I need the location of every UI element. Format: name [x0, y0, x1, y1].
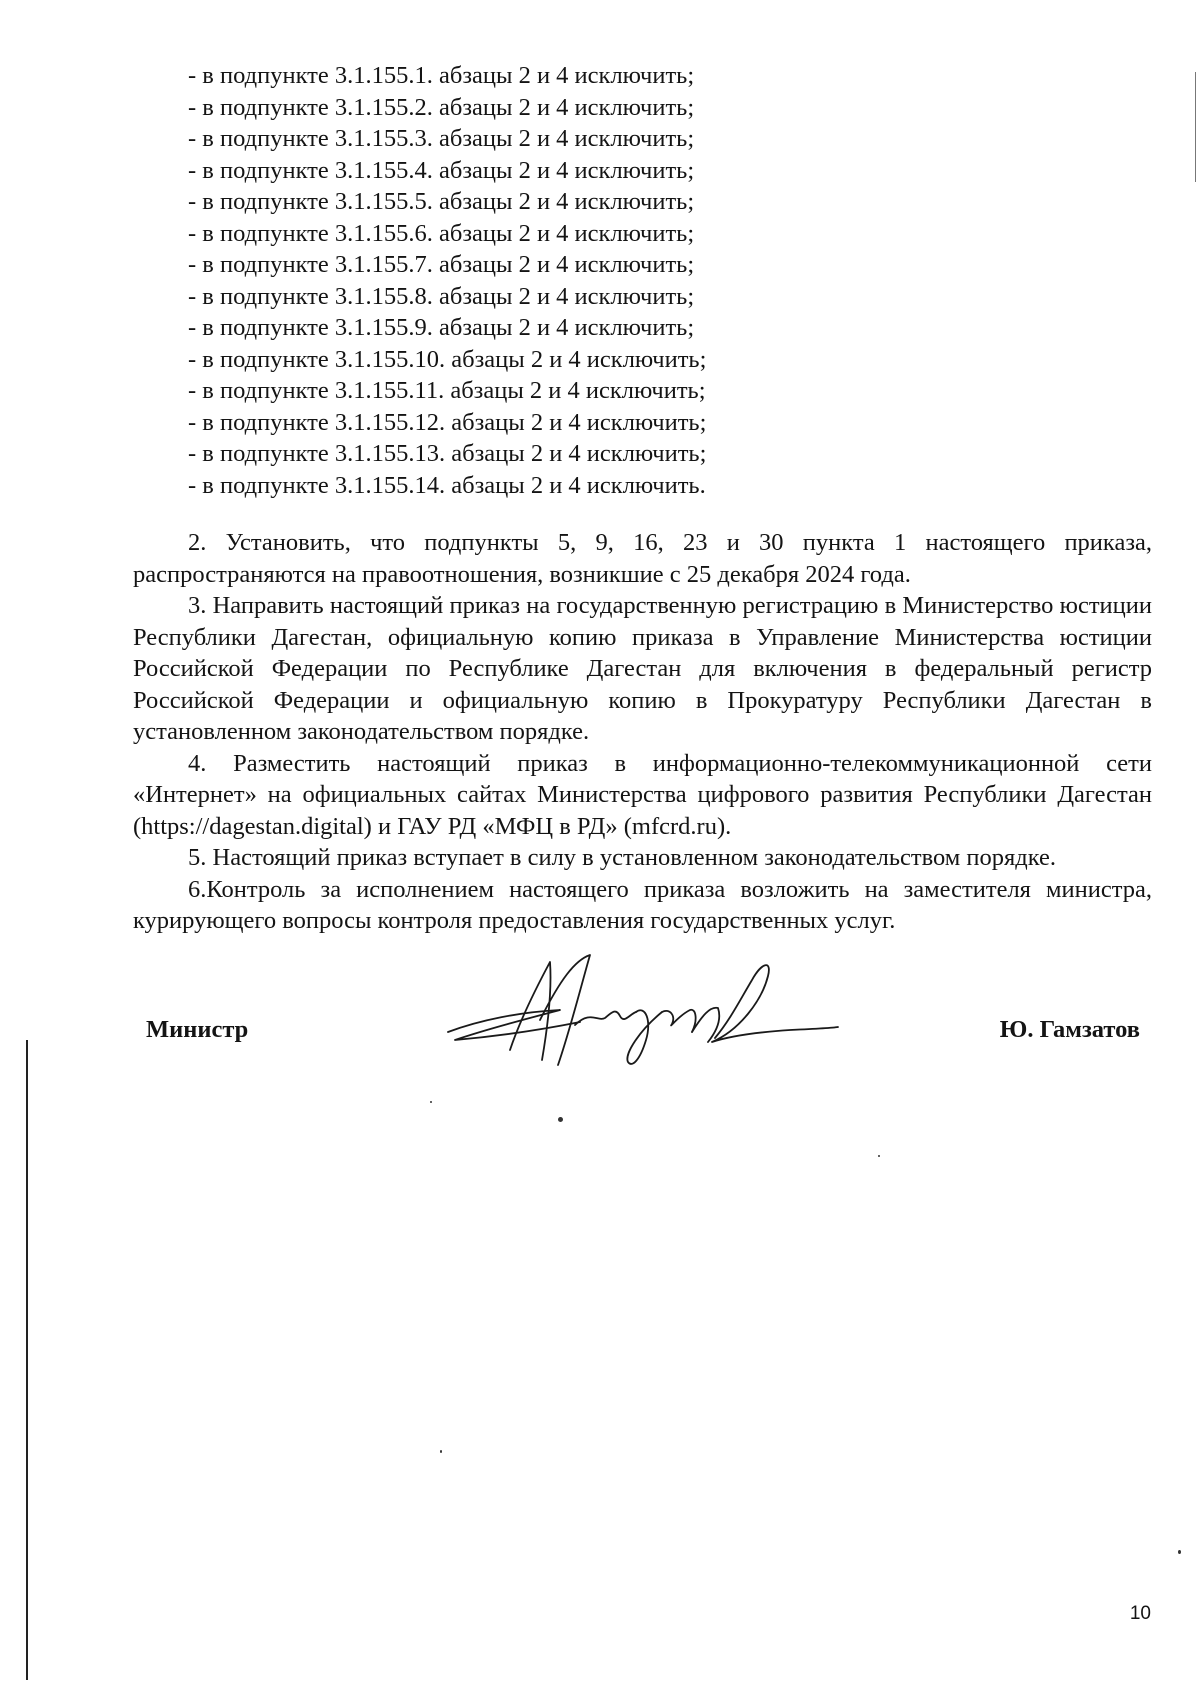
amendment-item: - в подпункте 3.1.155.14. абзацы 2 и 4 исключить.	[188, 471, 706, 499]
amendment-item: - в подпункте 3.1.155.11. абзацы 2 и 4 исключить;	[188, 377, 706, 404]
paragraph-2: 2. Установить, что подпункты 5, 9, 16, 23 и 30 пункта 1 настоящего приказа, распространяются на правоотношения, возникшие с 25 декабря 2024 года.	[133, 529, 1152, 588]
scan-edge-line	[1195, 72, 1196, 182]
signatory-position: Министр	[146, 1016, 249, 1043]
scan-speck	[430, 1101, 432, 1103]
amendment-item: - в подпункте 3.1.155.6. абзацы 2 и 4 исключить;	[188, 219, 695, 247]
paragraph-5: 5. Настоящий приказ вступает в силу в установленном законодательством порядке.	[188, 844, 1057, 871]
paragraph-6: 6.Контроль за исполнением настоящего приказа возложить на заместителя министра, курирующего вопросы контроля предоставления государственных услуг.	[133, 875, 1152, 934]
scan-speck	[558, 1117, 563, 1122]
paragraph-4: 4. Разместить настоящий приказ в информационно-телекоммуникационной сети «Интернет» на официальных сайтах Министерства цифрового развития Республики Дагестан (https://dagestan.digital) и ГАУ РД «МФЦ в РД» (mfcrd.ru).	[133, 749, 1152, 840]
amendment-item: - в подпункте 3.1.155.5. абзацы 2 и 4 исключить;	[188, 188, 695, 215]
amendment-item: - в подпункте 3.1.155.8. абзацы 2 и 4 исключить;	[188, 282, 695, 310]
paragraph-3: 3. Направить настоящий приказ на государственную регистрацию в Министерство юстиции Республики Дагестан, официальную копию приказа в Управление Министерства юстиции Российской Федерации по Республике Дагестан для включения в федеральный регистр Российской Федерации и официальную копию в Прокуратуру Республики Дагестан в установленном законодательством порядке.	[133, 592, 1152, 745]
amendment-item: - в подпункте 3.1.155.7. абзацы 2 и 4 исключить;	[188, 251, 695, 278]
amendment-item: - в подпункте 3.1.155.10. абзацы 2 и 4 исключить;	[188, 345, 707, 373]
amendment-item: - в подпункте 3.1.155.3. абзацы 2 и 4 исключить;	[188, 125, 695, 152]
scan-speck	[1178, 1550, 1181, 1554]
scan-edge-line	[26, 1040, 28, 1680]
order-paragraphs	[133, 527, 1152, 937]
amendment-item: - в подпункте 3.1.155.4. абзацы 2 и 4 исключить;	[188, 156, 695, 184]
amendment-item: - в подпункте 3.1.155.13. абзацы 2 и 4 исключить;	[188, 440, 707, 467]
amendment-item: - в подпункте 3.1.155.2. абзацы 2 и 4 исключить;	[188, 93, 695, 121]
amendment-item: - в подпункте 3.1.155.9. абзацы 2 и 4 исключить;	[188, 314, 695, 341]
amendment-item: - в подпункте 3.1.155.1. абзацы 2 и 4 исключить;	[188, 62, 695, 89]
amendments-list	[188, 60, 1088, 501]
scan-speck	[878, 1155, 880, 1157]
scan-speck	[440, 1450, 442, 1453]
handwritten-signature	[440, 950, 840, 1080]
signatory-name: Ю. Гамзатов	[999, 1016, 1140, 1043]
amendment-item: - в подпункте 3.1.155.12. абзацы 2 и 4 исключить;	[188, 408, 707, 436]
page-number: 10	[1129, 1603, 1151, 1624]
